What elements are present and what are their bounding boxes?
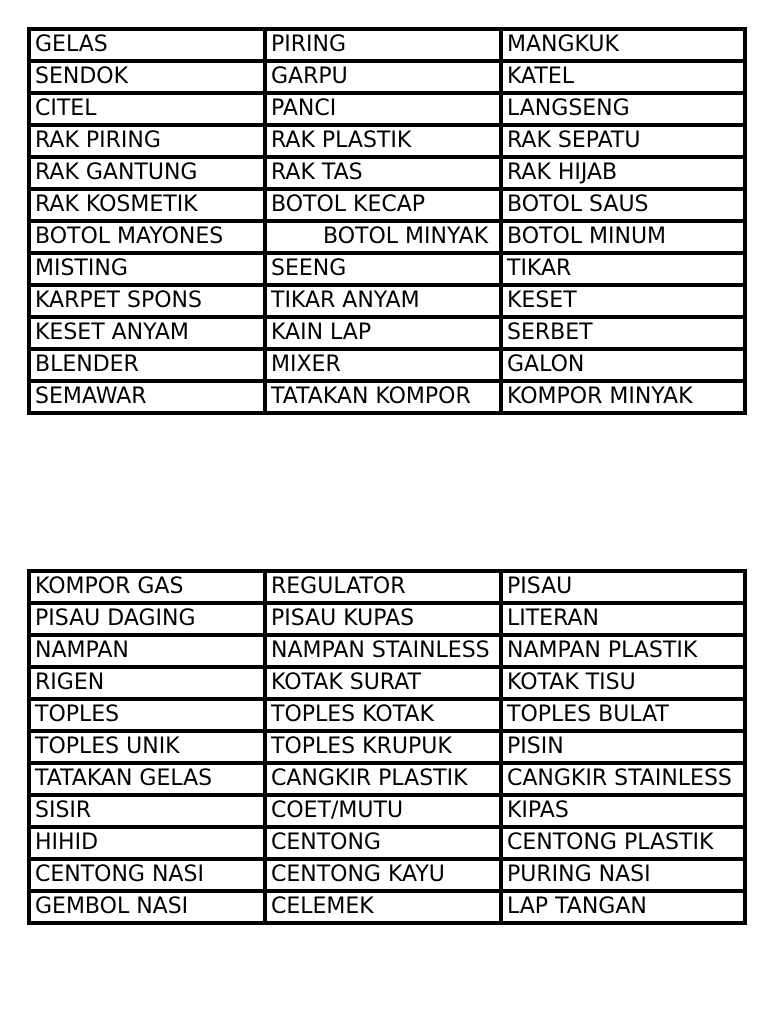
table-cell: CENTONG KAYU bbox=[265, 859, 501, 891]
table-cell: KOMPOR MINYAK bbox=[501, 381, 745, 413]
table-row bbox=[29, 381, 745, 413]
table-cell: GARPU bbox=[265, 61, 501, 93]
table-cell: KARPET SPONS bbox=[29, 285, 265, 317]
table-row bbox=[29, 571, 745, 603]
table-cell: GELAS bbox=[29, 29, 265, 61]
table-cell: LAP TANGAN bbox=[501, 891, 745, 923]
item-table-2-body bbox=[29, 571, 745, 923]
table-cell: BOTOL SAUS bbox=[501, 189, 745, 221]
table-cell: MIXER bbox=[265, 349, 501, 381]
table-cell: CELEMEK bbox=[265, 891, 501, 923]
table-cell: BOTOL MAYONES bbox=[29, 221, 265, 253]
item-table-2 bbox=[27, 569, 747, 925]
table-cell: CANGKIR STAINLESS bbox=[501, 763, 745, 795]
table-row bbox=[29, 93, 745, 125]
table-cell: LANGSENG bbox=[501, 93, 745, 125]
table-cell: PURING NASI bbox=[501, 859, 745, 891]
table-cell: TOPLES KRUPUK bbox=[265, 731, 501, 763]
table-row bbox=[29, 189, 745, 221]
table-cell: SERBET bbox=[501, 317, 745, 349]
table-row bbox=[29, 667, 745, 699]
table-cell: HIHID bbox=[29, 827, 265, 859]
table-cell: RAK PIRING bbox=[29, 125, 265, 157]
table-cell: NAMPAN bbox=[29, 635, 265, 667]
table-cell: COET/MUTU bbox=[265, 795, 501, 827]
table-row bbox=[29, 827, 745, 859]
table-cell: KESET bbox=[501, 285, 745, 317]
table-cell: PIRING bbox=[265, 29, 501, 61]
table-cell: RAK SEPATU bbox=[501, 125, 745, 157]
table-cell: RAK HIJAB bbox=[501, 157, 745, 189]
table-row bbox=[29, 795, 745, 827]
table-cell: PISAU KUPAS bbox=[265, 603, 501, 635]
table-row bbox=[29, 29, 745, 61]
table-row bbox=[29, 859, 745, 891]
table-cell: KESET ANYAM bbox=[29, 317, 265, 349]
table-cell: MISTING bbox=[29, 253, 265, 285]
table-cell: SISIR bbox=[29, 795, 265, 827]
table-cell: BOTOL MINUM bbox=[501, 221, 745, 253]
table-cell: RAK GANTUNG bbox=[29, 157, 265, 189]
table-cell: KIPAS bbox=[501, 795, 745, 827]
table-cell: PISAU DAGING bbox=[29, 603, 265, 635]
table-cell: PANCI bbox=[265, 93, 501, 125]
table-cell: TATAKAN KOMPOR bbox=[265, 381, 501, 413]
table-cell: NAMPAN PLASTIK bbox=[501, 635, 745, 667]
table-cell: SENDOK bbox=[29, 61, 265, 93]
table-row bbox=[29, 221, 745, 253]
table-cell: TIKAR ANYAM bbox=[265, 285, 501, 317]
table-row bbox=[29, 635, 745, 667]
table-cell: SEENG bbox=[265, 253, 501, 285]
table-cell: CENTONG PLASTIK bbox=[501, 827, 745, 859]
table-cell: RAK TAS bbox=[265, 157, 501, 189]
table-cell: NAMPAN STAINLESS bbox=[265, 635, 501, 667]
table-row bbox=[29, 125, 745, 157]
table-cell: KAIN LAP bbox=[265, 317, 501, 349]
table-cell: RAK KOSMETIK bbox=[29, 189, 265, 221]
table-cell: PISIN bbox=[501, 731, 745, 763]
table-row bbox=[29, 891, 745, 923]
table-row bbox=[29, 317, 745, 349]
table-cell: KOTAK TISU bbox=[501, 667, 745, 699]
item-table-1-body bbox=[29, 29, 745, 413]
table-cell: SEMAWAR bbox=[29, 381, 265, 413]
table-cell: RIGEN bbox=[29, 667, 265, 699]
table-cell: TIKAR bbox=[501, 253, 745, 285]
table-row bbox=[29, 157, 745, 189]
table-cell: PISAU bbox=[501, 571, 745, 603]
table-row bbox=[29, 763, 745, 795]
table-cell: BOTOL MINYAK bbox=[265, 221, 501, 253]
table-row bbox=[29, 731, 745, 763]
table-row bbox=[29, 253, 745, 285]
table-cell: BLENDER bbox=[29, 349, 265, 381]
table-cell: GEMBOL NASI bbox=[29, 891, 265, 923]
table-cell: KOMPOR GAS bbox=[29, 571, 265, 603]
table-cell: MANGKUK bbox=[501, 29, 745, 61]
item-table-1 bbox=[27, 27, 747, 415]
table-cell: RAK PLASTIK bbox=[265, 125, 501, 157]
table-cell: REGULATOR bbox=[265, 571, 501, 603]
table-cell: TOPLES KOTAK bbox=[265, 699, 501, 731]
table-cell: TOPLES BULAT bbox=[501, 699, 745, 731]
table-row bbox=[29, 61, 745, 93]
table-cell: CITEL bbox=[29, 93, 265, 125]
table-cell: CANGKIR PLASTIK bbox=[265, 763, 501, 795]
table-cell: TATAKAN GELAS bbox=[29, 763, 265, 795]
table-cell: KATEL bbox=[501, 61, 745, 93]
table-cell: BOTOL KECAP bbox=[265, 189, 501, 221]
table-cell: CENTONG bbox=[265, 827, 501, 859]
table-cell: KOTAK SURAT bbox=[265, 667, 501, 699]
table-cell: GALON bbox=[501, 349, 745, 381]
table-row bbox=[29, 603, 745, 635]
table-row bbox=[29, 349, 745, 381]
table-cell: TOPLES bbox=[29, 699, 265, 731]
table-cell: TOPLES UNIK bbox=[29, 731, 265, 763]
table-row bbox=[29, 285, 745, 317]
table-cell: CENTONG NASI bbox=[29, 859, 265, 891]
table-row bbox=[29, 699, 745, 731]
table-cell: LITERAN bbox=[501, 603, 745, 635]
